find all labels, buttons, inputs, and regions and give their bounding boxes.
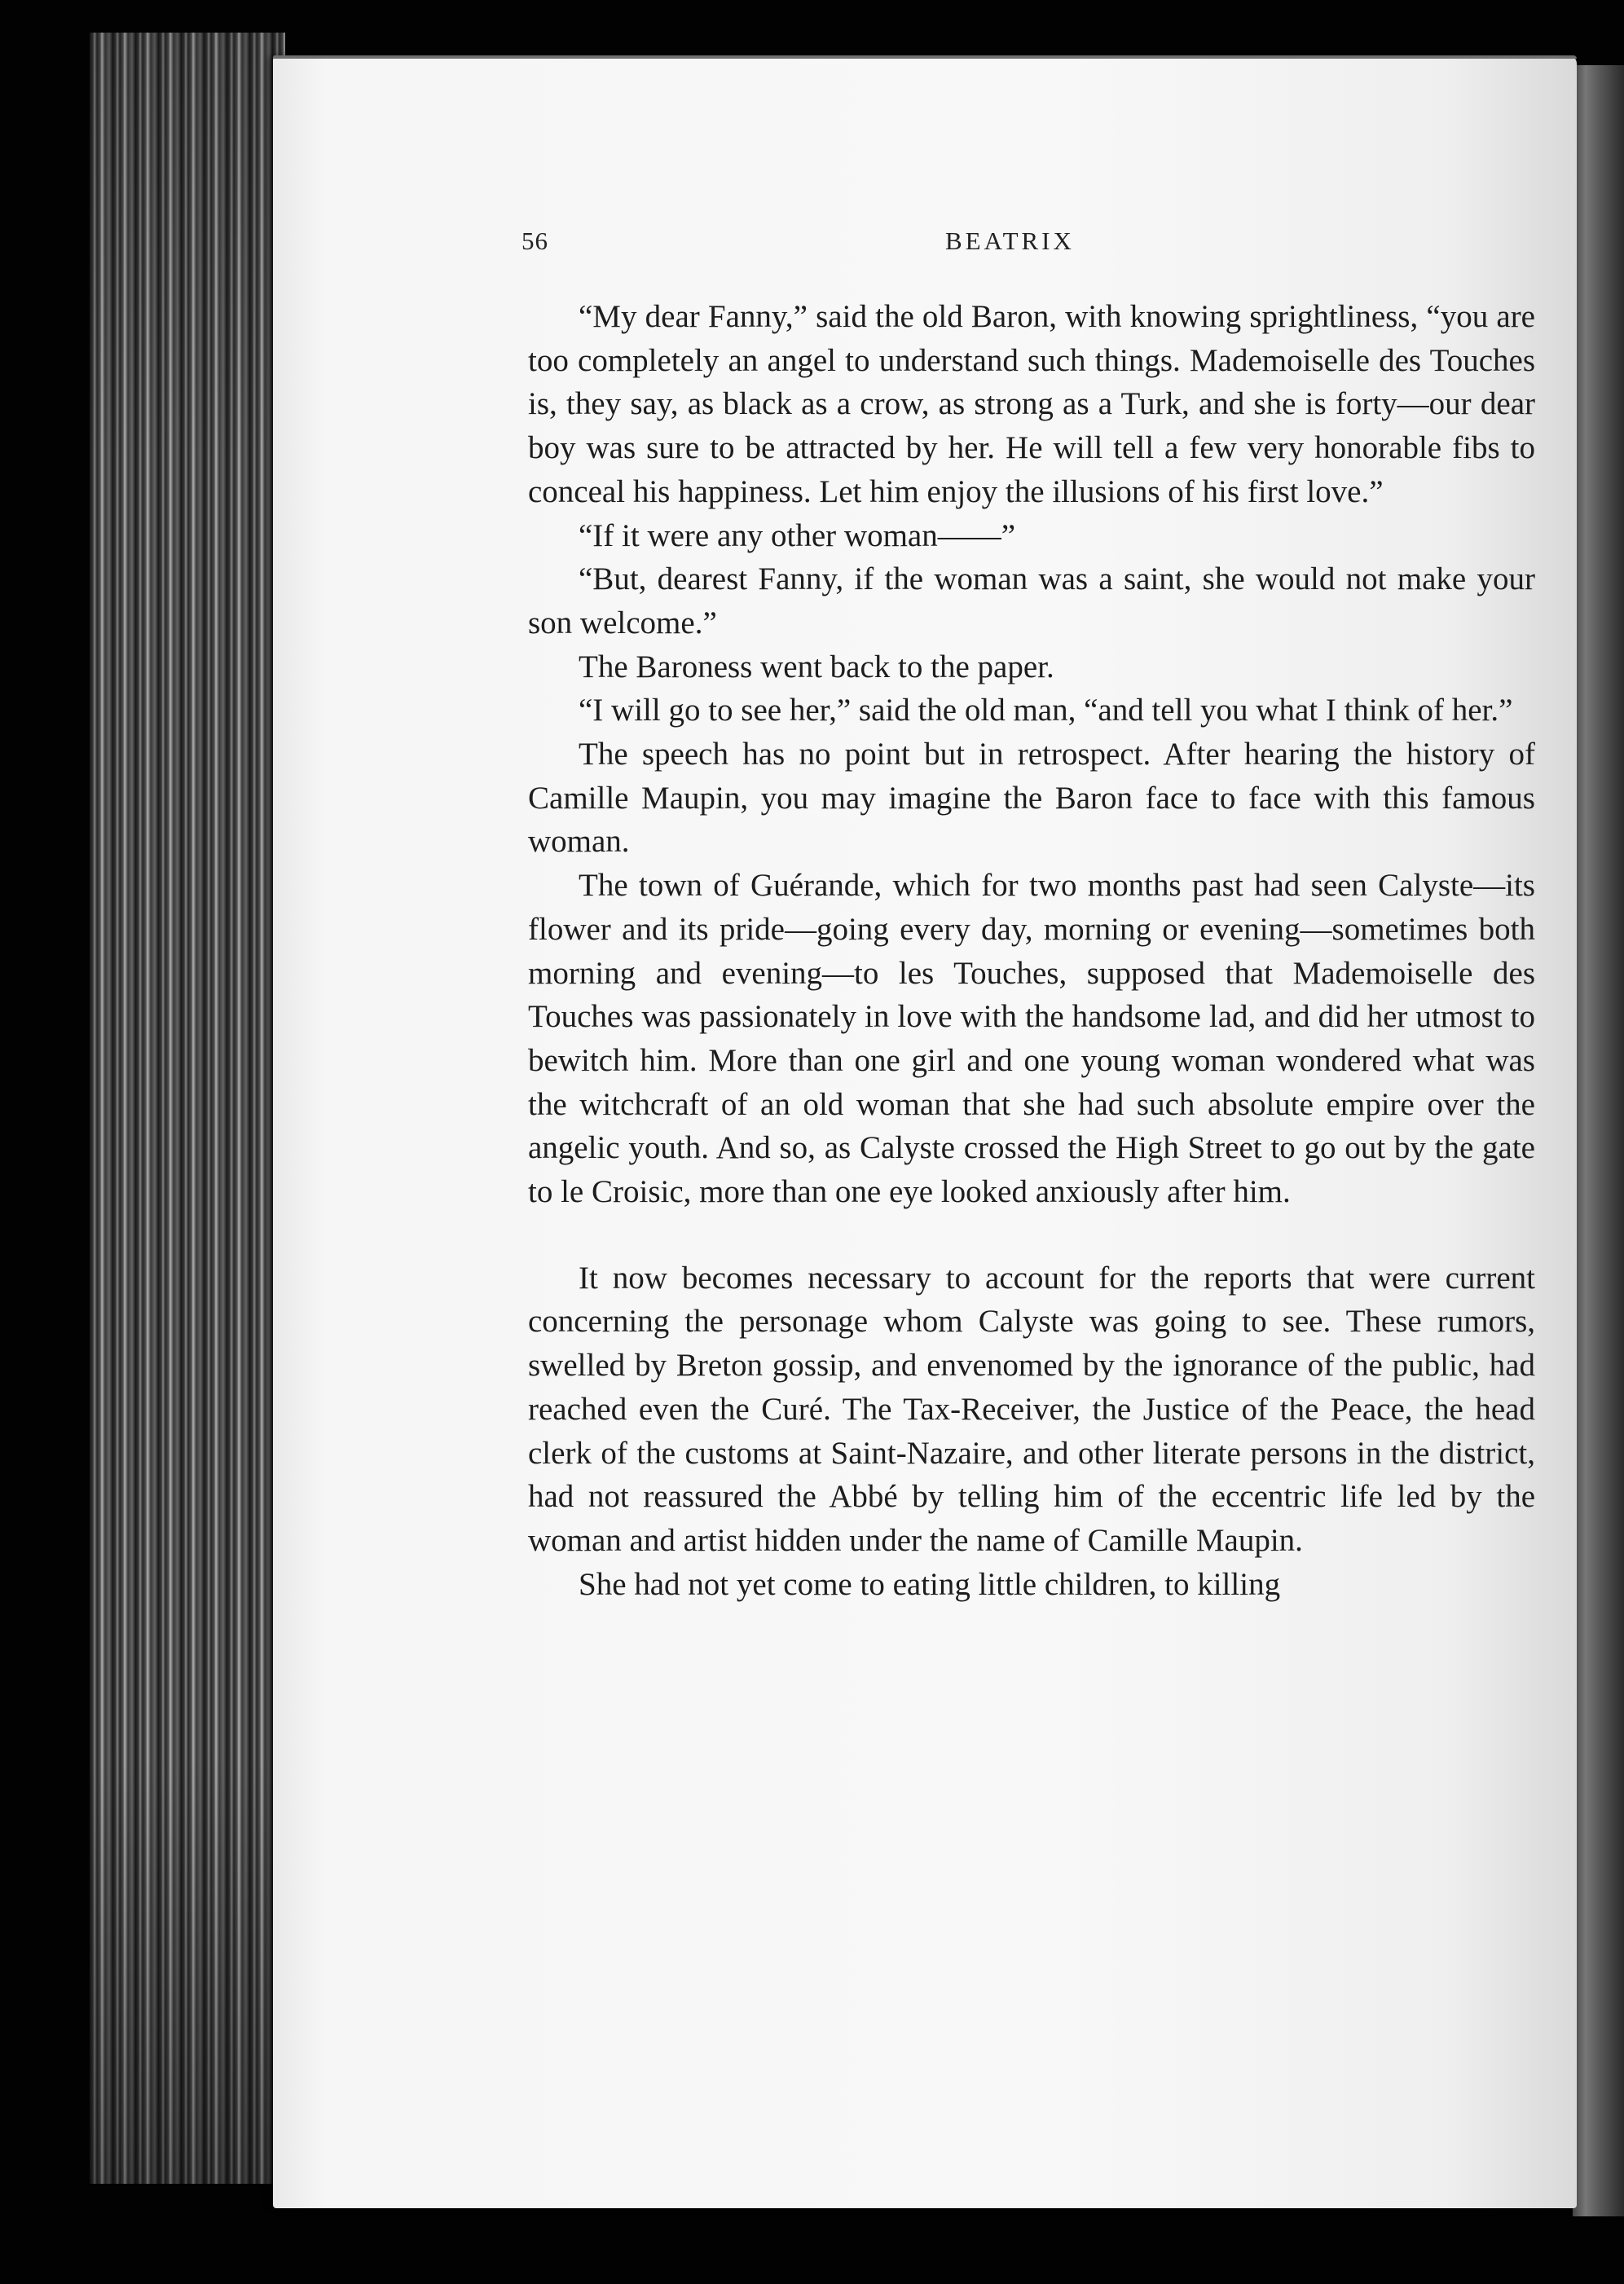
paragraph: “If it were any other woman——” (579, 517, 1016, 553)
paragraph: “I will go to see her,” said the old man, “and tell you what I think of her.” (579, 693, 1513, 728)
page-number: 56 (522, 227, 548, 255)
paragraph: She had not yet come to eating little children, to killing (579, 1566, 1281, 1602)
running-head: BEATRIX (945, 227, 1075, 255)
section-break (528, 1214, 1535, 1256)
paragraph: The town of Guérande, which for two months past had seen Calyste—its flower and its pride—going every day, morning or evening—sometimes both morning and evening—to les Touches, supposed that Mademoiselle des Touches was passionately in love with the handsome lad, and did her utmost to bewitch him. More than one girl and one young woman wondered what was the witchcraft of an old woman that she had such absolute empire over the angelic youth. And so, as Calyste crossed the High Street to go out by the gate to le Croisic, more than one eye looked anxiously after him. (528, 868, 1535, 1210)
body-text (528, 295, 1535, 1606)
page-top-edge (273, 55, 1577, 59)
paragraph: The speech has no point but in retrospect. After hearing the history of Camille Maupin, you may imagine the Baron face to face with this famous woman. (528, 737, 1535, 860)
page-edges (90, 33, 285, 2184)
paragraph: “But, dearest Fanny, if the woman was a saint, she would not make your son welcome.” (528, 561, 1535, 640)
binding-shadow (1573, 65, 1624, 2216)
paragraph: “My dear Fanny,” said the old Baron, with knowing sprightliness, “you are too completely an angel to understand such things. Mademoiselle des Touches is, they say, as black as a crow, as strong as a Turk, and she is forty—our dear boy was sure to be attracted by her. He will tell a few very honorable fibs to conceal his happiness. Let him enjoy the illusions of his first love.” (528, 299, 1535, 509)
paragraph: The Baroness went back to the paper. (579, 649, 1054, 684)
page-header (522, 227, 1540, 266)
paragraph: It now becomes necessary to account for the reports that were current concerning the personage whom Calyste was going to see. These rumors, swelled by Breton gossip, and envenomed by the ignorance of the public, had reached even the Curé. The Tax-Receiver, the Justice of the Peace, the head clerk of the customs at Saint-Nazaire, and other literate persons in the district, had not reassured the Abbé by telling him of the eccentric life led by the woman and artist hidden under the name of Camille Maupin. (528, 1260, 1535, 1558)
